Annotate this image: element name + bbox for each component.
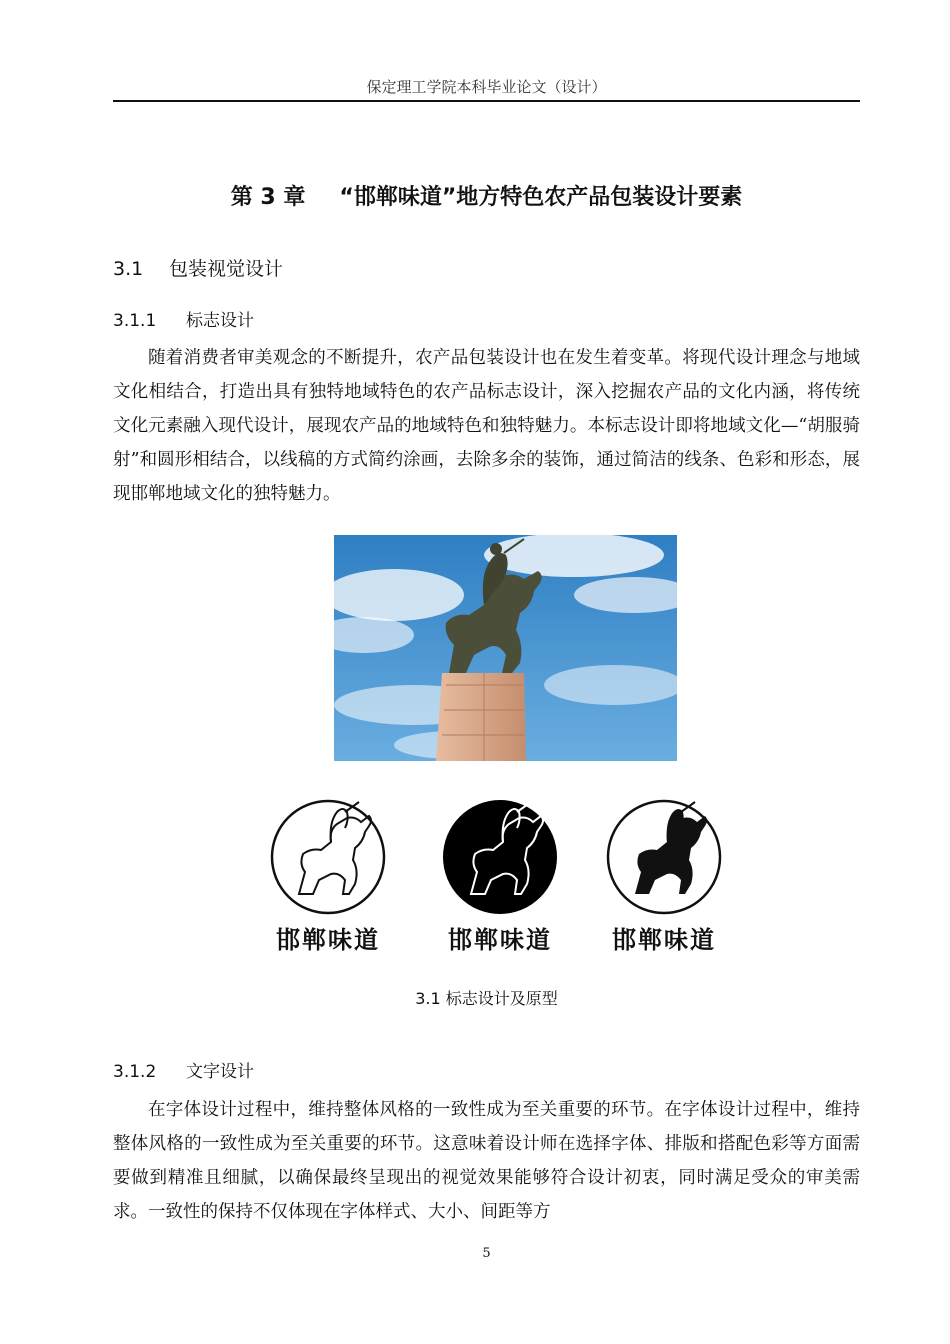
section-title: 包装视觉设计 <box>169 258 284 280</box>
subsection-heading-1 <box>113 306 254 331</box>
logo-wordmark: 邯郸味道 <box>276 926 380 954</box>
subsection-title-1: 标志设计 <box>186 311 254 331</box>
logo-outline <box>268 798 388 958</box>
logo-wordmark: 邯郸味道 <box>612 926 716 954</box>
logo-variants <box>268 798 738 958</box>
header-rule <box>113 100 860 102</box>
chapter-name: “邯郸味道”地方特色农产品包装设计要素 <box>339 185 743 210</box>
subsection-title-2: 文字设计 <box>186 1062 254 1082</box>
running-header: 保定理工学院本科毕业论文（设计） <box>366 78 607 96</box>
figure-caption: 3.1 标志设计及原型 <box>415 989 558 1008</box>
chapter-title <box>113 180 860 211</box>
body-paragraph-2: 在字体设计过程中，维持整体风格的一致性成为至关重要的环节。在字体设计过程中，维持整体风格的一致性成为至关重要的环节。这意味着设计师在选择字体、排版和搭配色彩等方面需要做到精准且细腻，以确保最终呈现出的视觉效果能够符合设计初衷，同时满足受众的审美需求。一致性的保持不仅体现在字体样式、大小、间距等方 <box>113 1100 860 1222</box>
logo-wordmark: 邯郸味道 <box>448 926 552 954</box>
horse-rider-inverted-icon <box>441 798 559 916</box>
section-heading <box>113 254 283 281</box>
subsection-number-2: 3.1.2 <box>113 1062 157 1082</box>
horse-rider-silhouette-icon <box>605 798 723 916</box>
page-number: 5 <box>482 1246 491 1261</box>
horse-rider-outline-icon <box>269 798 387 916</box>
subsection-number-1: 3.1.1 <box>113 311 157 331</box>
logo-inverted <box>440 798 560 958</box>
subsection-heading-2 <box>113 1057 254 1082</box>
logo-silhouette <box>604 798 724 958</box>
statue-photo <box>334 535 677 761</box>
body-paragraph-1: 随着消费者审美观念的不断提升，农产品包装设计也在发生着变革。将现代设计理念与地域文化相结合，打造出具有独特地域特色的农产品标志设计，深入挖掘农产品的文化内涵，将传统文化元素融入现代设计，展现农产品的地域特色和独特魅力。本标志设计即将地域文化—“胡服骑射”和圆形相结合，以线稿的方式简约涂画，去除多余的装饰，通过简洁的线条、色彩和形态，展现邯郸地域文化的独特魅力。 <box>113 348 860 504</box>
chapter-number: 第 3 章 <box>230 185 306 210</box>
section-number: 3.1 <box>113 258 144 280</box>
statue-photo-image <box>334 535 677 761</box>
